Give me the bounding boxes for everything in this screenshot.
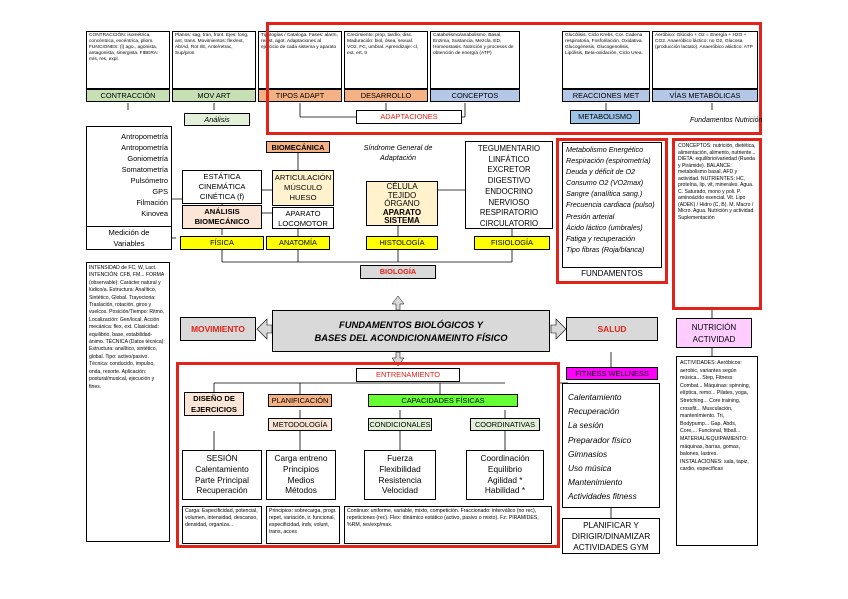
fitness-wellness-header: FITNESS WELLNESS <box>566 367 658 380</box>
sistema-item: RESPIRATORIO <box>479 208 539 218</box>
coordinacion-item: Agilidad * <box>487 474 523 485</box>
metodologia-label: METODOLOGÍA <box>268 418 332 431</box>
estatica-item: CINÉTICA (f) <box>199 192 245 202</box>
measure-item: Kinovea <box>141 209 168 218</box>
biomecanica-header: BIOMECÁNICA <box>266 141 330 153</box>
sistema-item: DIGESTIVO <box>487 176 531 186</box>
sistema-item: NERVIOSO <box>488 197 530 207</box>
carga-item: Métodos <box>285 485 317 496</box>
analisis-label: Análisis <box>184 113 250 126</box>
sistema-item: EXCRETOR <box>487 165 531 175</box>
measures-box <box>86 126 172 238</box>
carga-box <box>266 450 336 500</box>
planificar-line: PLANIFICAR Y <box>583 521 639 530</box>
measure-item: Goniometría <box>127 154 168 163</box>
fundamentos-list-box <box>562 142 662 268</box>
articulacion-box <box>272 170 334 206</box>
aparato-locomotor-box <box>272 207 334 229</box>
celula-item: SISTEMA <box>384 216 420 226</box>
center-title-box <box>272 310 550 352</box>
histologia-label: HISTOLOGÍA <box>366 236 438 250</box>
sindrome-line: Adaptación <box>380 153 416 162</box>
fitness-item: Recuperación <box>568 406 620 417</box>
capacidades-header: CAPACIDADES FÍSICAS <box>368 394 518 407</box>
sesion-item: SESIÓN <box>206 453 238 463</box>
estatica-item: CINEMÁTICA <box>198 182 246 192</box>
estatica-box <box>182 170 262 204</box>
capacidad-item: Resistencia <box>378 474 422 485</box>
fitness-item: La sesión <box>568 420 604 431</box>
movimiento-label: MOVIMIENTO <box>180 317 256 341</box>
analisis-line: BIOMECÁNICO <box>194 217 250 227</box>
principios-notes: Principios: sobrecarga, progr. repet, variación, ir. funcional, especificidad, indv, volunt, trans, acces <box>266 506 340 544</box>
measure-item: Pulsómetro <box>130 176 168 185</box>
actividad-line: ACTIVIDAD <box>692 335 736 344</box>
tipos-adapt-label: TIPOS ADAPT <box>258 89 342 102</box>
carga-item: Carga entreno <box>274 453 328 463</box>
desarrollo-label: DESARROLLO <box>344 89 428 102</box>
fundamento-item: Tipo fibras (Roja/blanca) <box>566 244 645 254</box>
measure-item: Filmación <box>136 198 168 207</box>
fitness-item: Gimnasios <box>568 448 608 459</box>
fundamento-item: Deuda y déficit de O2 <box>566 167 636 177</box>
coordinativas-label: COORDINATIVAS <box>470 418 540 431</box>
sesion-box <box>182 450 262 500</box>
measure-item: Antropometría <box>121 143 168 152</box>
contraccion-notes: CONTRACCIÓN: isométrica, concéntrica, excéntrica, pliom. FUNCIONES: (l) ago., agonista, antagonista, sinergista. FIBERA: m/s, res, expl. <box>86 31 170 89</box>
medicion-variables-box <box>86 226 172 250</box>
vias-metabolicas-label: VÍAS METABÓLICAS <box>652 89 758 102</box>
anatomia-label: ANATOMÍA <box>266 236 330 250</box>
capacidad-item: Velocidad <box>382 485 418 496</box>
planificar-box <box>562 518 660 554</box>
medicion-line: Variables <box>113 238 145 248</box>
conceptos-nutricion-text: CONCEPTOS: nutrición, dietética, alimentación, alimento, nutriente... DIETA: equilibrio/variedad (Rueda y Pirámide). BALANCE: metabolismo basal, AFD y actividad. NUTRIENTES: HC, proteína, lip, vit, minerales. Agua. C. Saturado, mono y poli. P. aminoácido esencial. Vit. Lipo (ADEK) / Hidro (C, B). M. Macro / Micro. Agua. Nutrición y actividad. Suplementación <box>678 143 756 221</box>
fundamento-item: Respiración (espirometría) <box>566 156 651 166</box>
contraccion-label: CONTRACCIÓN <box>86 89 170 102</box>
reacciones-met-notes: Glucólisis, Ciclo Krebs, Cor. Cadena respiratoria, Fosforilación. Oxidativa. Glucogénesis, Glucogenolisis, Lipólisis, Beta-oxidación, Ciclo Urea. <box>562 31 650 89</box>
diseno-ejercicios-box <box>184 392 244 416</box>
medicion-line: Medición de <box>108 228 150 237</box>
ejercicio-notes: INTENSIDAD de FC, W, Lact. INTENCIÓN: CFB, FM... FORMA (observable): Carácter natural y lúdico/a. Estructura: Analítico, Sintético, Global. Trayectoria: Traslación, rotación, giros y vuelcos. Posición/Tiempo: Ritmo. Localización: Gen/local. Acción mecánica: flex, ext. Clasicidad: equilibrio, base, estabilidad-ánimo. TÉCNICA (Datos técnica): Estructura: analítico, sintético, global. Tipo: activo/pasivo. Técnica: conducido, impulso, onda, resorte. Aplicación: postural/musical, ejecución y fines. <box>86 262 170 542</box>
fundamento-item: Ácido láctico (umbrales) <box>566 222 643 232</box>
fundamento-item: Consumo O2 (VO2max) <box>566 178 644 188</box>
salud-label: SALUD <box>566 317 658 341</box>
sindrome-line: Síndrome General de <box>363 143 433 152</box>
fundamento-item: Fatiga y recuperación <box>566 233 636 243</box>
center-title-line: BASES DEL ACONDICIONAMEINTO FÍSICO <box>314 332 508 343</box>
nutricion-actividad-box <box>676 318 752 348</box>
coordinacion-item: Habilidad * <box>484 485 526 496</box>
measure-item: GPS <box>152 187 168 196</box>
measure-item: Antropometría <box>121 132 168 141</box>
estatica-item: ESTÁTICA <box>203 172 241 181</box>
desarrollo-notes: Crecimiento: prop, tardío, disc. Maduración: biol, ósea, sexual. VO2, FC, umbral. Aprendizaje: cl, ext, ert, tr <box>344 31 428 89</box>
entrenamiento-header: ENTRENAMIENTO <box>356 368 460 382</box>
fitness-item: Calentamiento <box>568 392 622 402</box>
aparato-line: APARATO <box>285 209 321 218</box>
fundamentos-label: FUNDAMENTOS <box>581 269 643 278</box>
adaptaciones-metabolismo-frame <box>266 22 762 135</box>
metabolismo-header: METABOLISMO <box>570 110 640 124</box>
fisiologia-label: FISIOLOGÍA <box>474 236 550 250</box>
coordinacion-item: Coordinación <box>480 453 530 463</box>
conceptos-notes: Catabolismo/anabolismo. Basal, Enzima, Sustancia, Mezcla. ED, Homeostasis. Nutrición y procesos de obtención de energía (ATP) <box>430 31 520 89</box>
fundamento-item: Frecuencia cardiaca (pulso) <box>566 200 655 210</box>
articulacion-item: MÚSCULO <box>284 183 322 193</box>
reacciones-met-label: REACCIONES MET <box>562 89 650 102</box>
conceptos-label: CONCEPTOS <box>430 89 520 102</box>
fundamentos-nutricion-label: Fundamentos Nutrición <box>690 117 763 124</box>
fundamento-item: Presión arterial <box>566 211 615 221</box>
sistema-item: LINFÁTICO <box>488 154 530 164</box>
celula-item: ÓRGANO <box>384 199 420 209</box>
nutricion-line: NUTRICIÓN <box>691 323 737 332</box>
actividades-notes: ACTIVIDADES: Aeróbicos: aerobic, variantes según música... Step, Fitness Combat... Máquinas: spinning, elíptica, remo... Pilates, yoga, Stretching... Core training, crossfit... Musculación, mantenimiento. Tri, Bodypump... Gap, Abds, Core,... Funcional, fitball... MATERIAL/EQUIPAMIENTO: máquinas, barras, gomas, balones, lastres. INSTALACIONES: sala, tapiz, cardio, específicas <box>676 356 758 546</box>
sistemas-box <box>465 141 553 229</box>
mov-art-notes: Planos: sag, tran, front. Ejes: long, ant, trans. Movimientos: flex/ext, Ab/Ad, Rot I/E, Ante/retrac, Sup/pron <box>172 31 256 89</box>
aparato-line: LOCOMOTOR <box>278 219 328 229</box>
fitness-list-box <box>562 383 660 508</box>
metodos-notes: Continuo: uniforme, variable, mixto, competición. Fraccionado: interválico (no rec), repeticiones (rec). Flex: dinámico estático (activo, pasivo o mixto). Fz: PIRAMIDES, %RM, res/exp/max. <box>344 506 552 544</box>
sesion-item: Recuperación <box>196 485 248 496</box>
condicionales-label: CONDICIONALES <box>369 420 431 429</box>
planificacion-header: PLANIFICACIÓN <box>268 394 332 407</box>
carga-item: Principios <box>283 463 319 474</box>
capacidad-item: Flexibilidad <box>379 463 421 474</box>
planificar-line: DIRIGIR/DINAMIZAR <box>571 532 651 541</box>
carga-notes: Carga: Especificidad, potencial, volumen, intensidad, descanso, densidad, organiza... <box>182 506 262 544</box>
diseno-line: EJERCICIOS <box>191 404 237 414</box>
sistema-item: CIRCULATORIO <box>479 218 539 228</box>
tipos-adapt-notes: Tipologías / Cataloga. Fases: alarm, resist, agot. Adaptaciones al ejercicio de cada sistema y aparato <box>258 31 342 89</box>
diseno-line: DISEÑO DE <box>193 394 235 403</box>
analisis-line: ANÁLISIS <box>204 207 240 216</box>
coordinacion-box <box>466 450 544 500</box>
planificar-line: ACTIVIDADES GYM <box>573 543 649 552</box>
celula-item: CÉLULA <box>386 182 418 191</box>
vias-metabolicas-notes: Aeróbico: Glúcido + O2 = Energía + H2O + CO2. Anaeróbico láctico: no O2, Glucosa (producción lactato). Anaeróbico aláctico: ATP <box>652 31 758 89</box>
fitness-item: Uso música <box>568 463 612 474</box>
carga-item: Medios <box>287 474 315 485</box>
adaptaciones-header: ADAPTACIONES <box>356 110 462 124</box>
mov-art-label: MOV ART <box>172 89 256 102</box>
biologia-label: BIOLOGÍA <box>360 265 436 279</box>
fundamento-item: Sangre (analítica sang.) <box>566 189 643 199</box>
articulacion-item: HUESO <box>289 193 317 203</box>
fitness-item: Actividades fitness <box>568 491 637 502</box>
fitness-item: Preparador físico <box>568 434 632 445</box>
sistema-item: ENDOCRINO <box>485 186 533 196</box>
fuerza-box <box>364 450 436 500</box>
celula-item: TEJIDO <box>387 190 417 200</box>
sistema-item: TEGUMENTARIO <box>477 144 541 153</box>
sindrome-label <box>348 143 448 165</box>
sesion-item: Parte Principal <box>195 474 249 485</box>
analisis-biomecanico-box <box>182 205 262 229</box>
center-title-line: FUNDAMENTOS BIOLÓGICOS Y <box>339 319 483 330</box>
capacidad-item: Fuerza <box>387 453 413 463</box>
fisica-label: FÍSICA <box>180 236 264 250</box>
celula-item: APARATO <box>382 207 422 217</box>
coordinacion-item: Equilibrio <box>487 463 523 474</box>
fitness-item: Mantenimiento <box>568 477 623 488</box>
measure-item: Somatometría <box>121 165 168 174</box>
articulacion-item: ARTICULACIÓN <box>274 173 332 182</box>
sesion-item: Calentamiento <box>195 463 249 474</box>
celula-box <box>366 181 438 226</box>
fundamento-item: Metabolismo Energético <box>566 145 644 154</box>
